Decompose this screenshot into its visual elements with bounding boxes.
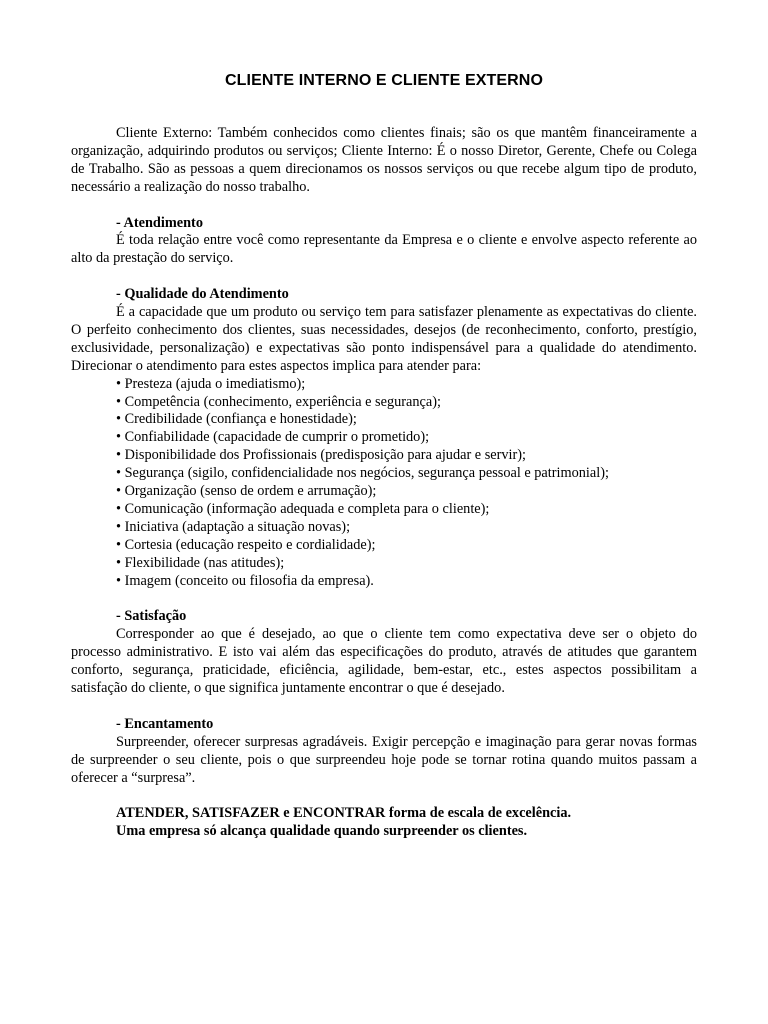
- section-heading-satisfacao: - Satisfação: [116, 608, 187, 625]
- document-body: [71, 125, 697, 841]
- list-item: • Disponibilidade dos Profissionais (predisposição para ajudar e servir);: [116, 447, 526, 464]
- page-title: CLIENTE INTERNO E CLIENTE EXTERNO: [225, 72, 543, 89]
- list-item: • Presteza (ajuda o imediatismo);: [116, 375, 306, 392]
- list-item: • Cortesia (educação respeito e cordialidade);: [116, 536, 376, 553]
- list-item: • Organização (senso de ordem e arrumação);: [116, 483, 377, 500]
- section-heading-encantamento: - Encantamento: [116, 715, 214, 732]
- list-item: • Credibilidade (confiança e honestidade);: [116, 411, 357, 428]
- section-heading-qualidade: - Qualidade do Atendimento: [116, 286, 289, 303]
- list-item: • Flexibilidade (nas atitudes);: [116, 554, 285, 571]
- intro-paragraph: Cliente Externo: Também conhecidos como clientes finais; são os que mantêm financeiramente a organização, adquirindo produtos ou serviços; Cliente Interno: É o nosso Diretor, Gerente, Chefe ou Colega de Trabalho. São as pessoas a quem direcionamos os nossos serviços ou que recebe algum tipo de produto, necessário a realização do nosso trabalho.: [71, 125, 697, 195]
- closing-line-2: Uma empresa só alcança qualidade quando surpreender os clientes.: [116, 823, 528, 840]
- list-item: • Segurança (sigilo, confidencialidade nos negócios, segurança pessoal e patrimonial);: [116, 465, 609, 482]
- atendimento-paragraph: É toda relação entre você como representante da Empresa e o cliente e envolve aspecto referente ao alto da prestação do serviço.: [71, 232, 697, 267]
- closing-line-1: ATENDER, SATISFAZER e ENCONTRAR forma de escala de excelência.: [116, 805, 572, 822]
- qualidade-list: [71, 376, 697, 591]
- list-item: • Comunicação (informação adequada e completa para o cliente);: [116, 501, 490, 517]
- section-heading-atendimento: - Atendimento: [116, 214, 203, 231]
- list-item: • Imagem (conceito ou filosofia da empresa).: [116, 572, 374, 589]
- list-item: • Iniciativa (adaptação a situação novas);: [116, 518, 351, 535]
- qualidade-paragraph: É a capacidade que um produto ou serviço tem para satisfazer plenamente as expectativas do cliente. O perfeito conhecimento dos clientes, suas necessidades, desejos (de reconhecimento, conforto, prestígio, exclusividade, personalização) e expectativas são ponto indispensável para a qualidade do atendimento. Direcionar o atendimento para estes aspectos implica para atender para:: [71, 304, 697, 374]
- list-item: • Competência (conhecimento, experiência e segurança);: [116, 393, 441, 410]
- list-item: • Confiabilidade (capacidade de cumprir o prometido);: [116, 429, 430, 446]
- satisfacao-paragraph: Corresponder ao que é desejado, ao que o cliente tem como expectativa deve ser o objeto do processo administrativo. E isto vai além das especificações do produto, através de atitudes que garantem conforto, segurança, praticidade, eficiência, agilidade, bem-estar, etc., estes aspectos possibilitam a satisfação do cliente, o que significa juntamente encontrar o que é desejado.: [71, 626, 697, 697]
- encantamento-paragraph: Surpreender, oferecer surpresas agradáveis. Exigir percepção e imaginação para gerar novas formas de surpreender o seu cliente, pois o que surpreendeu hoje pode se tornar rotina quando muitos passam a oferecer a “surpresa”.: [71, 733, 697, 786]
